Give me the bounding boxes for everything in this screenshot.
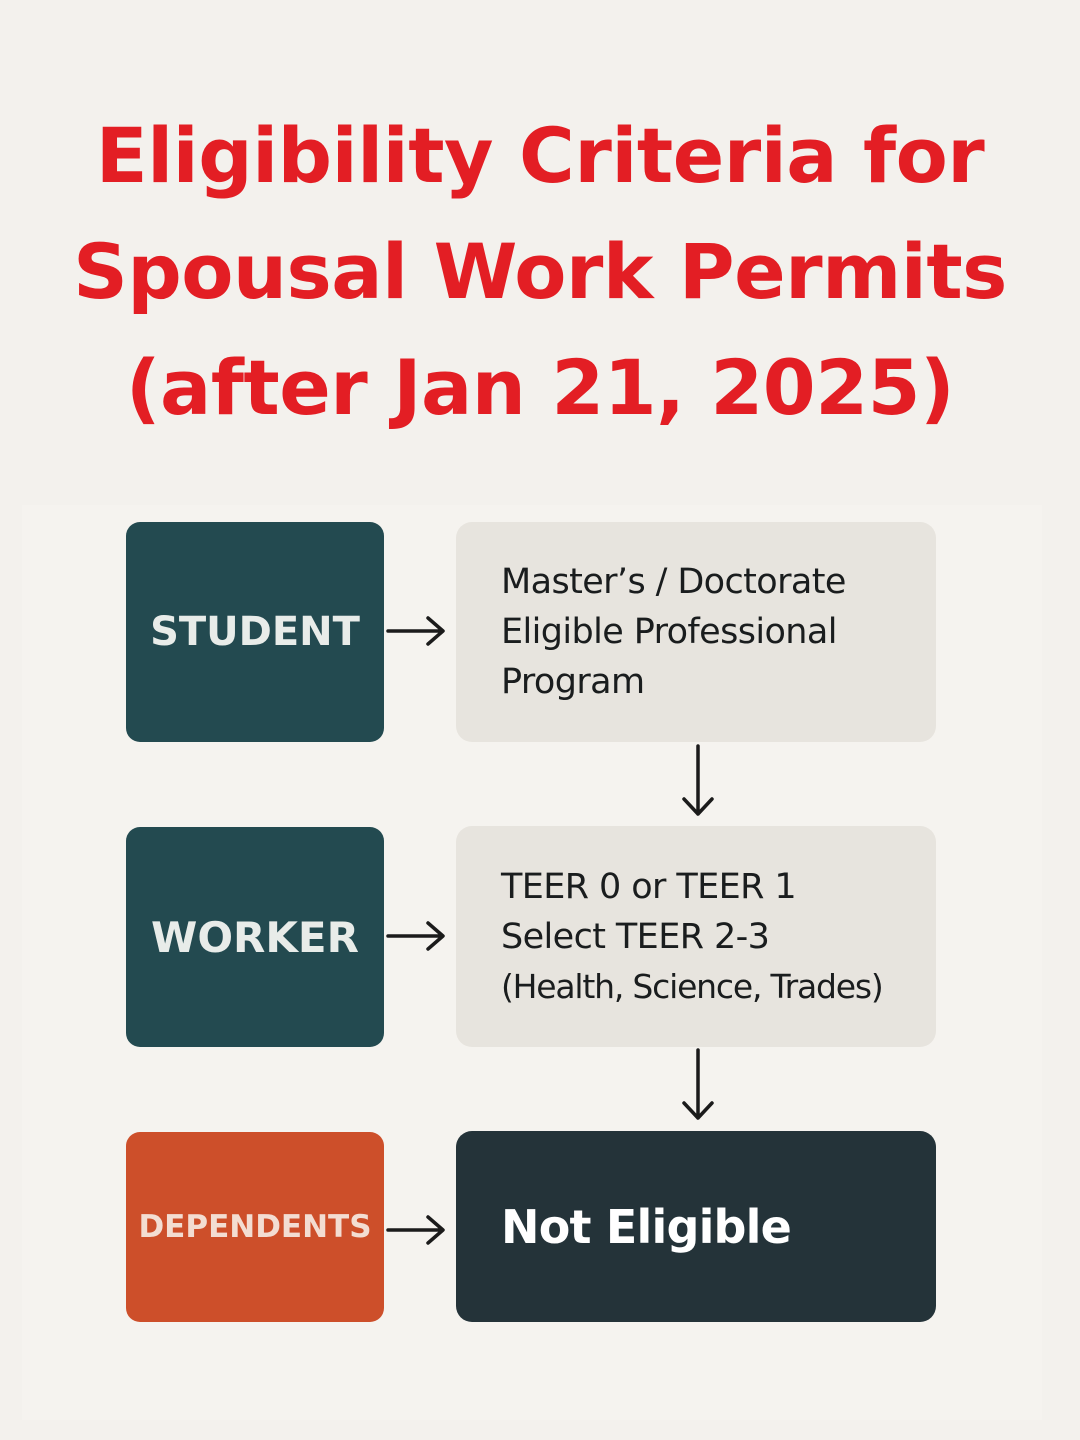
arrow-right-icon — [386, 918, 448, 954]
not-eligible-box — [456, 1131, 936, 1322]
page-title — [0, 98, 1080, 446]
title-line-1: Eligibility Criteria for — [95, 111, 985, 200]
arrow-right-icon — [386, 1212, 448, 1248]
worker-outcome-box — [456, 826, 936, 1047]
arrow-down-icon — [680, 1048, 716, 1124]
worker-outcome-line: Select TEER 2-3 — [501, 916, 770, 957]
not-eligible-label: Not Eligible — [501, 1199, 792, 1254]
dependents-label: DEPENDENTS — [138, 1209, 372, 1245]
title-line-3: (after Jan 21, 2025) — [125, 343, 955, 432]
worker-label: WORKER — [151, 912, 359, 962]
worker-outcome-line: TEER 0 or TEER 1 — [501, 866, 797, 907]
worker-box — [126, 827, 384, 1047]
student-label: STUDENT — [150, 609, 360, 655]
arrow-down-icon — [680, 744, 716, 820]
arrow-right-icon — [386, 613, 448, 649]
student-box — [126, 522, 384, 742]
student-outcome-line: Eligible Professional — [501, 612, 837, 652]
student-outcome-box — [456, 522, 936, 742]
title-line-2: Spousal Work Permits — [73, 227, 1007, 316]
dependents-box — [126, 1132, 384, 1322]
student-outcome-line: Master’s / Doctorate — [501, 562, 846, 602]
worker-outcome-line: (Health, Science, Trades) — [501, 966, 883, 1006]
student-outcome-line: Program — [501, 662, 645, 702]
